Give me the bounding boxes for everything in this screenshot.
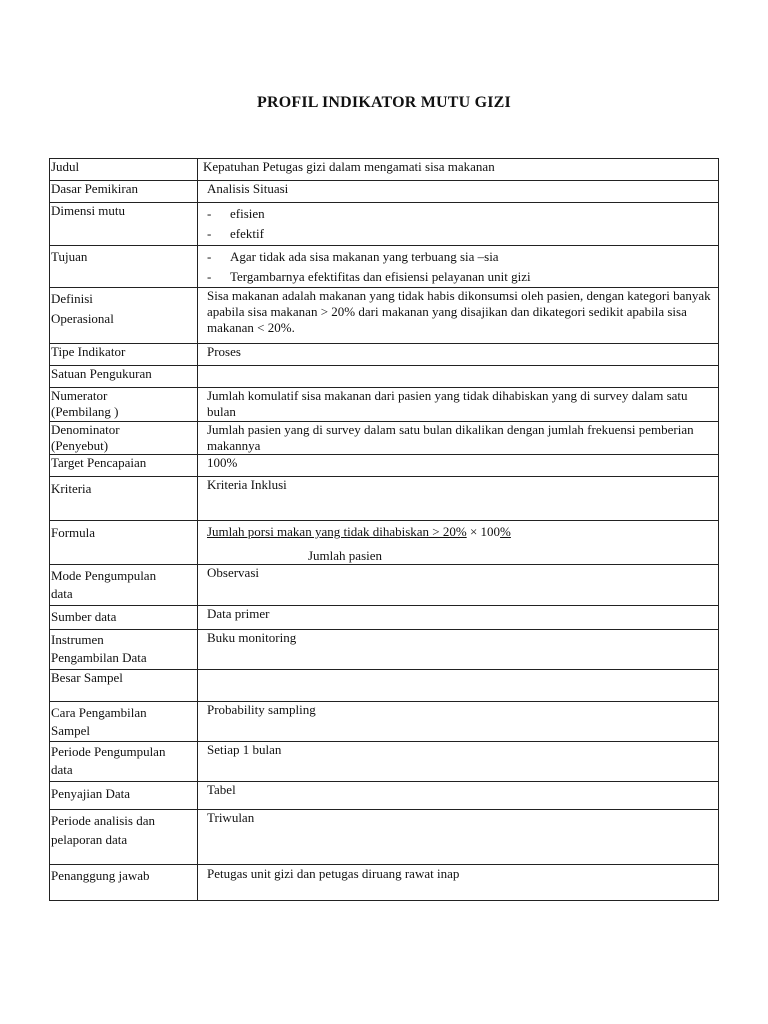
dimension-list <box>207 206 716 242</box>
table-row <box>50 288 719 344</box>
row-value: Jumlah komulatif sisa makanan dari pasien yang tidak dihabiskan yang di survey dalam satu bulan <box>198 388 719 422</box>
page-title: PROFIL INDIKATOR MUTU GIZI <box>257 94 511 111</box>
label-line: Numerator <box>51 388 108 403</box>
label-line: Periode Pengumpulan <box>51 744 166 759</box>
row-label: Sumber data <box>50 606 198 630</box>
row-value: Data primer <box>198 606 719 630</box>
row-label <box>50 422 198 455</box>
label-line: Denominator <box>51 422 120 437</box>
table-row <box>50 702 719 742</box>
formula-denominator: Jumlah pasien <box>308 548 383 563</box>
row-label: Besar Sampel <box>50 670 198 702</box>
label-line: Operasional <box>51 311 114 326</box>
label-line: (Penyebut) <box>51 438 109 453</box>
table-row <box>50 606 719 630</box>
row-value: Triwulan <box>198 810 719 865</box>
row-value: Sisa makanan adalah makanan yang tidak habis dikonsumsi oleh pasien, dengan kategori banyak apabila sisa makanan > 20% dari makanan yang disajikan dan dikategori sedikit apabila sisa makanan < 20%. <box>198 288 719 344</box>
row-label: Dimensi mutu <box>50 203 198 246</box>
label-line: Periode analisis dan <box>51 813 155 828</box>
row-value: Analisis Situasi <box>198 181 719 203</box>
formula-multiplier: × 100 <box>466 524 501 539</box>
row-label: Tujuan <box>50 246 198 288</box>
row-value <box>198 246 719 288</box>
row-value: 100% <box>198 455 719 477</box>
formula-value <box>198 521 719 565</box>
table-row <box>50 388 719 422</box>
row-label <box>50 388 198 422</box>
table-row <box>50 521 719 565</box>
table-row <box>50 810 719 865</box>
table-row <box>50 455 719 477</box>
row-value: Kriteria Inklusi <box>198 477 719 521</box>
row-value: Proses <box>198 344 719 366</box>
row-value: Kepatuhan Petugas gizi dalam mengamati sisa makanan <box>198 159 719 181</box>
list-item: - efisien <box>207 206 716 222</box>
row-label <box>50 810 198 865</box>
row-label: Penanggung jawab <box>50 865 198 901</box>
row-label: Penyajian Data <box>50 782 198 810</box>
row-label: Target Pencapaian <box>50 455 198 477</box>
table-row <box>50 159 719 181</box>
row-label <box>50 702 198 742</box>
label-line: data <box>51 762 73 777</box>
label-line: Instrumen <box>51 632 104 647</box>
table-row <box>50 477 719 521</box>
label-line: Definisi <box>51 291 93 306</box>
row-label: Judul <box>50 159 198 181</box>
label-line: Mode Pengumpulan <box>51 568 157 583</box>
row-label: Satuan Pengukuran <box>50 366 198 388</box>
table-row <box>50 203 719 246</box>
row-value: Buku monitoring <box>198 630 719 670</box>
label-line: pelaporan data <box>51 832 128 847</box>
table-row <box>50 565 719 606</box>
goal-list <box>207 249 716 285</box>
row-value: Petugas unit gizi dan petugas diruang rawat inap <box>198 865 719 901</box>
formula-percent: % <box>500 524 511 539</box>
row-value: Setiap 1 bulan <box>198 742 719 782</box>
formula-numerator: Jumlah porsi makan yang tidak dihabiskan > 20% <box>207 524 467 539</box>
row-label <box>50 630 198 670</box>
table-row <box>50 246 719 288</box>
row-label: Kriteria <box>50 477 198 521</box>
list-item: - Agar tidak ada sisa makanan yang terbuang sia –sia <box>207 249 716 265</box>
row-label: Formula <box>50 521 198 565</box>
label-line: Cara Pengambilan <box>51 705 147 720</box>
table-row <box>50 630 719 670</box>
table-row <box>50 366 719 388</box>
row-label <box>50 288 198 344</box>
formula-numerator-line <box>207 524 716 540</box>
table-row <box>50 742 719 782</box>
row-value <box>198 203 719 246</box>
table-row <box>50 865 719 901</box>
table-row <box>50 344 719 366</box>
row-label <box>50 742 198 782</box>
label-line: (Pembilang ) <box>51 404 119 419</box>
row-label <box>50 565 198 606</box>
label-line: Sampel <box>51 723 90 738</box>
indicator-table <box>49 158 719 901</box>
label-line: Pengambilan Data <box>51 650 147 665</box>
row-value <box>198 670 719 702</box>
row-label: Dasar Pemikiran <box>50 181 198 203</box>
table-row <box>50 181 719 203</box>
table-row <box>50 670 719 702</box>
table-row <box>50 782 719 810</box>
row-value: Probability sampling <box>198 702 719 742</box>
row-value: Tabel <box>198 782 719 810</box>
row-value: Observasi <box>198 565 719 606</box>
row-value: Jumlah pasien yang di survey dalam satu bulan dikalikan dengan jumlah frekuensi pemberian makannya <box>198 422 719 455</box>
list-item: - Tergambarnya efektifitas dan efisiensi pelayanan unit gizi <box>207 269 716 285</box>
row-value <box>198 366 719 388</box>
row-label: Tipe Indikator <box>50 344 198 366</box>
list-item: - efektif <box>207 226 716 242</box>
table-row <box>50 422 719 455</box>
label-line: data <box>51 586 73 601</box>
